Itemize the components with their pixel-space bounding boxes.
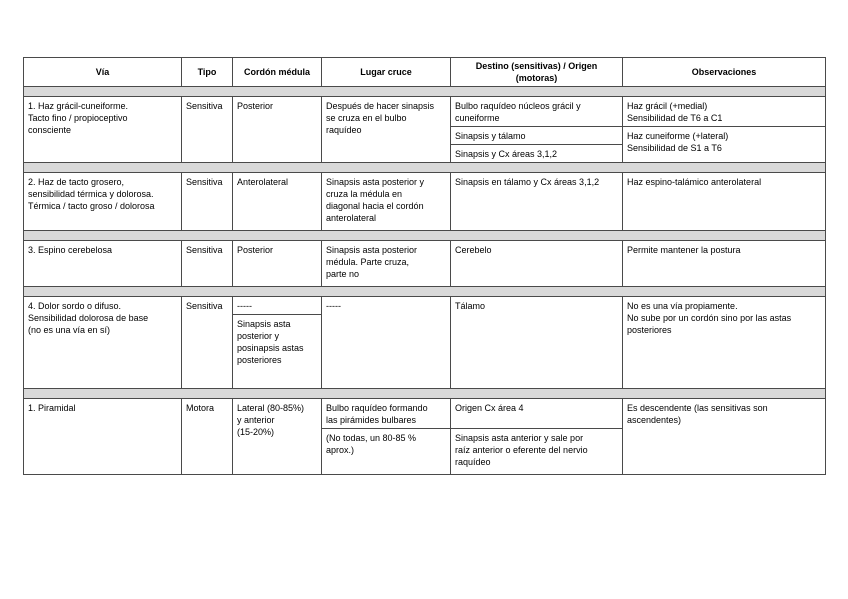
- cell-destino: [451, 429, 623, 475]
- text-line: posterior y: [237, 331, 280, 341]
- cell-cordon: Posterior: [233, 241, 322, 287]
- text-line: Tacto fino / propioceptivo: [28, 113, 128, 123]
- header-via: Vía: [24, 58, 182, 87]
- table-row: [24, 399, 826, 429]
- text-line: No es una vía propiamente.: [627, 301, 738, 311]
- cell-via: [24, 297, 182, 389]
- cell-tipo: Sensitiva: [182, 241, 233, 287]
- cell-tipo: Motora: [182, 399, 233, 475]
- cell-cordon: [233, 315, 322, 389]
- text-line: No sube por un cordón sino por las astas: [627, 313, 792, 323]
- cell-obs: [623, 97, 826, 127]
- cell-via: 1. Piramidal: [24, 399, 182, 475]
- cell-tipo: Sensitiva: [182, 97, 233, 163]
- text-line: se cruza en el bulbo: [326, 113, 407, 123]
- text-line: Es descendente (las sensitivas son: [627, 403, 768, 413]
- text-line: aprox.): [326, 445, 355, 455]
- cell-lugar: [322, 399, 451, 429]
- header-obs: Observaciones: [623, 58, 826, 87]
- separator-row: [24, 87, 826, 97]
- table-row: [24, 97, 826, 127]
- text-line: Sinapsis asta: [237, 319, 291, 329]
- cell-via: [24, 173, 182, 231]
- cell-via: [24, 97, 182, 163]
- table-row: [24, 241, 826, 287]
- cell-cordon: -----: [233, 297, 322, 315]
- separator-row: [24, 231, 826, 241]
- cell-obs: Haz espino-talámico anterolateral: [623, 173, 826, 231]
- text-line: Lateral (80-85%): [237, 403, 305, 413]
- header-cordon: Cordón médula: [233, 58, 322, 87]
- cell-obs: Permite mantener la postura: [623, 241, 826, 287]
- text-line: Sinapsis asta anterior y sale por: [455, 433, 584, 443]
- text-line: Sinapsis asta posterior: [326, 245, 418, 255]
- cell-lugar: [322, 97, 451, 163]
- text-line: diagonal hacia el cordón: [326, 201, 424, 211]
- cell-destino: Origen Cx área 4: [451, 399, 623, 429]
- cell-cordon: [233, 399, 322, 475]
- cell-destino: Sinapsis en tálamo y Cx áreas 3,1,2: [451, 173, 623, 231]
- cell-obs: [623, 399, 826, 475]
- text-line: consciente: [28, 125, 72, 135]
- text-line: Haz cuneiforme (+lateral): [627, 131, 729, 141]
- text-line: cruza la médula en: [326, 189, 403, 199]
- header-destino-line-2: (motoras): [515, 73, 558, 83]
- cell-destino: Cerebelo: [451, 241, 623, 287]
- text-line: Sensibilidad de T6 a C1: [627, 113, 723, 123]
- text-line: posteriores: [627, 325, 672, 335]
- text-line: (No todas, un 80-85 %: [326, 433, 417, 443]
- text-line: parte no: [326, 269, 360, 279]
- cell-tipo: Sensitiva: [182, 173, 233, 231]
- cell-destino: Sinapsis y Cx áreas 3,1,2: [451, 145, 623, 163]
- cell-lugar: [322, 429, 451, 475]
- text-line: Haz grácil (+medial): [627, 101, 708, 111]
- text-line: raíz anterior o eferente del nervio: [455, 445, 588, 455]
- cell-obs: [623, 297, 826, 389]
- text-line: las pirámides bulbares: [326, 415, 417, 425]
- text-line: posteriores: [237, 355, 282, 365]
- cell-cordon: Anterolateral: [233, 173, 322, 231]
- pathways-table: [23, 57, 826, 475]
- cell-lugar: [322, 173, 451, 231]
- header-destino-line-1: Destino (sensitivas) / Origen: [475, 61, 598, 71]
- header-destino: [451, 58, 623, 87]
- separator-row: [24, 287, 826, 297]
- cell-destino: [451, 97, 623, 127]
- cell-obs: [623, 127, 826, 163]
- table-row: [24, 297, 826, 315]
- table-row: [24, 173, 826, 231]
- text-line: posinapsis astas: [237, 343, 304, 353]
- cell-lugar: [322, 241, 451, 287]
- text-line: médula. Parte cruza,: [326, 257, 410, 267]
- cell-via: 3. Espino cerebelosa: [24, 241, 182, 287]
- header-lugar: Lugar cruce: [322, 58, 451, 87]
- text-line: raquídeo: [326, 125, 362, 135]
- text-line: y anterior: [237, 415, 275, 425]
- text-line: 1. Haz grácil-cuneiforme.: [28, 101, 129, 111]
- text-line: 4. Dolor sordo o difuso.: [28, 301, 122, 311]
- cell-lugar: -----: [322, 297, 451, 389]
- header-tipo: Tipo: [182, 58, 233, 87]
- separator-row: [24, 389, 826, 399]
- cell-destino: Tálamo: [451, 297, 623, 389]
- text-line: Térmica / tacto groso / dolorosa: [28, 201, 155, 211]
- text-line: 2. Haz de tacto grosero,: [28, 177, 125, 187]
- text-line: Bulbo raquídeo formando: [326, 403, 428, 413]
- text-line: cuneiforme: [455, 113, 500, 123]
- text-line: raquídeo: [455, 457, 491, 467]
- text-line: Bulbo raquídeo núcleos grácil y: [455, 101, 581, 111]
- text-line: ascendentes): [627, 415, 682, 425]
- header-row: [24, 58, 826, 87]
- text-line: (no es una vía en sí): [28, 325, 111, 335]
- text-line: Sensibilidad dolorosa de base: [28, 313, 149, 323]
- text-line: anterolateral: [326, 213, 377, 223]
- text-line: (15-20%): [237, 427, 275, 437]
- text-line: Sinapsis asta posterior y: [326, 177, 425, 187]
- text-line: sensibilidad térmica y dolorosa.: [28, 189, 154, 199]
- cell-cordon: Posterior: [233, 97, 322, 163]
- separator-row: [24, 163, 826, 173]
- cell-tipo: Sensitiva: [182, 297, 233, 389]
- text-line: Después de hacer sinapsis: [326, 101, 435, 111]
- cell-destino: Sinapsis y tálamo: [451, 127, 623, 145]
- text-line: Sensibilidad de S1 a T6: [627, 143, 722, 153]
